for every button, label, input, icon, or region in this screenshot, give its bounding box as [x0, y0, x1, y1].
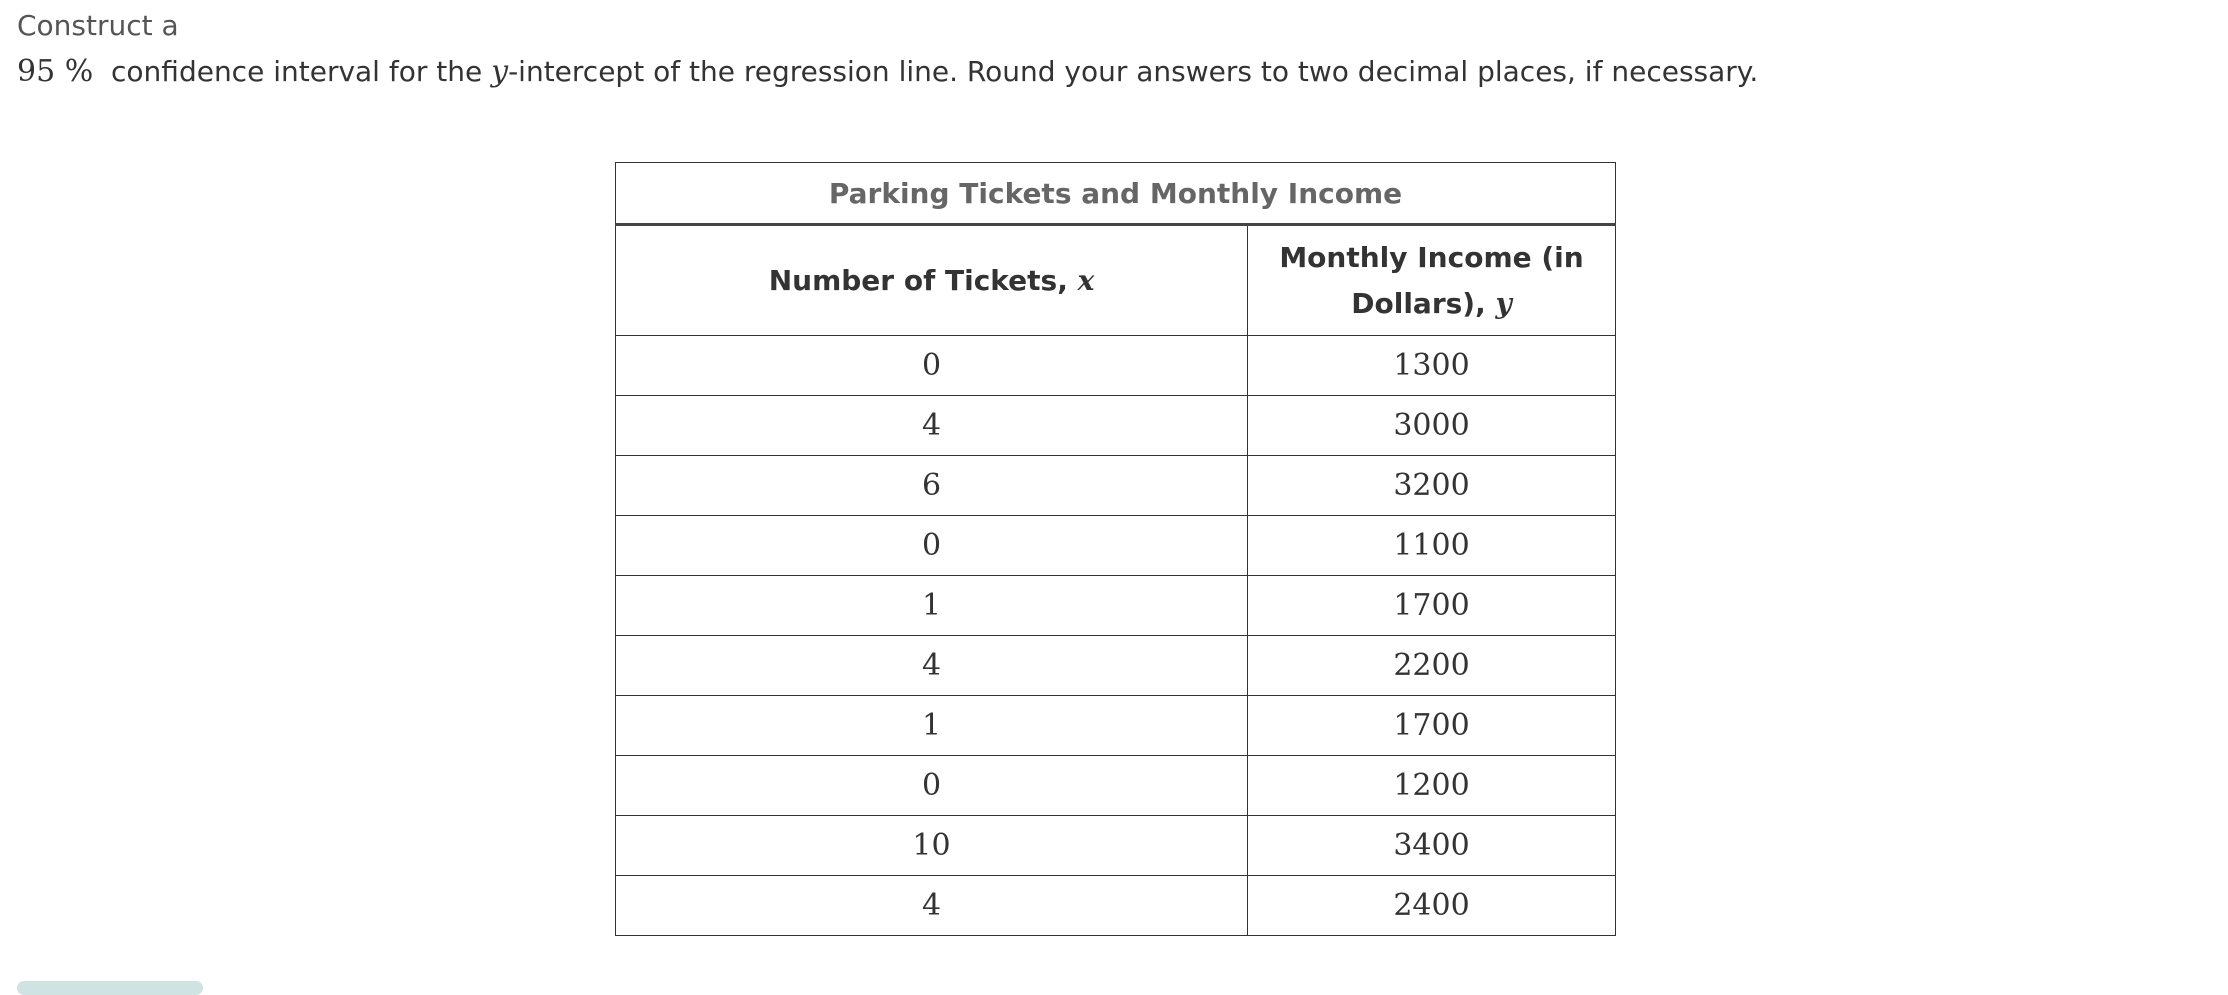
table-row	[616, 516, 1616, 576]
prompt-text-after-variable: -intercept of the regression line. Round your answers to two decimal places, if necessary.	[508, 55, 1759, 88]
cell-tickets: 4	[616, 876, 1248, 936]
cell-income: 1700	[1248, 576, 1616, 636]
cell-tickets: 10	[616, 816, 1248, 876]
question-prompt-body	[17, 52, 1758, 92]
cell-tickets: 0	[616, 336, 1248, 396]
table-caption: Parking Tickets and Monthly Income	[616, 163, 1616, 225]
header-y-variable: y	[1495, 286, 1512, 320]
table-header-row	[616, 225, 1616, 336]
prompt-text-before-variable: confidence interval for the	[111, 55, 483, 88]
confidence-level: 95 %	[17, 54, 94, 89]
header-number-of-tickets	[616, 225, 1248, 336]
header-monthly-income	[1248, 225, 1616, 336]
table-row	[616, 876, 1616, 936]
cell-tickets: 1	[616, 576, 1248, 636]
cell-income: 1700	[1248, 696, 1616, 756]
table-body	[616, 336, 1616, 936]
cell-income: 3400	[1248, 816, 1616, 876]
prompt-line1-text: Construct a	[17, 9, 179, 42]
question-prompt-start	[17, 6, 179, 46]
cell-tickets: 4	[616, 636, 1248, 696]
table-row	[616, 636, 1616, 696]
cell-tickets: 1	[616, 696, 1248, 756]
header-x-label: Number of Tickets,	[768, 263, 1068, 297]
cell-income: 2200	[1248, 636, 1616, 696]
cell-income: 1300	[1248, 336, 1616, 396]
cell-income: 1100	[1248, 516, 1616, 576]
cell-tickets: 0	[616, 516, 1248, 576]
cell-tickets: 4	[616, 396, 1248, 456]
table-caption-row	[616, 163, 1616, 225]
table-row	[616, 816, 1616, 876]
header-y-label-line1: Monthly Income (in	[1279, 240, 1584, 274]
cell-income: 2400	[1248, 876, 1616, 936]
cell-income: 1200	[1248, 756, 1616, 816]
parking-tickets-income-table	[615, 162, 1616, 936]
table-row	[616, 756, 1616, 816]
table-row	[616, 336, 1616, 396]
cell-income: 3000	[1248, 396, 1616, 456]
header-y-label-line2: Dollars),	[1351, 286, 1486, 320]
table-row	[616, 696, 1616, 756]
cell-income: 3200	[1248, 456, 1616, 516]
table-row	[616, 576, 1616, 636]
header-x-variable: x	[1077, 263, 1095, 297]
table-row	[616, 456, 1616, 516]
partially-visible-button[interactable]	[17, 981, 203, 995]
table-row	[616, 396, 1616, 456]
prompt-variable: y	[491, 54, 509, 89]
cell-tickets: 0	[616, 756, 1248, 816]
cell-tickets: 6	[616, 456, 1248, 516]
